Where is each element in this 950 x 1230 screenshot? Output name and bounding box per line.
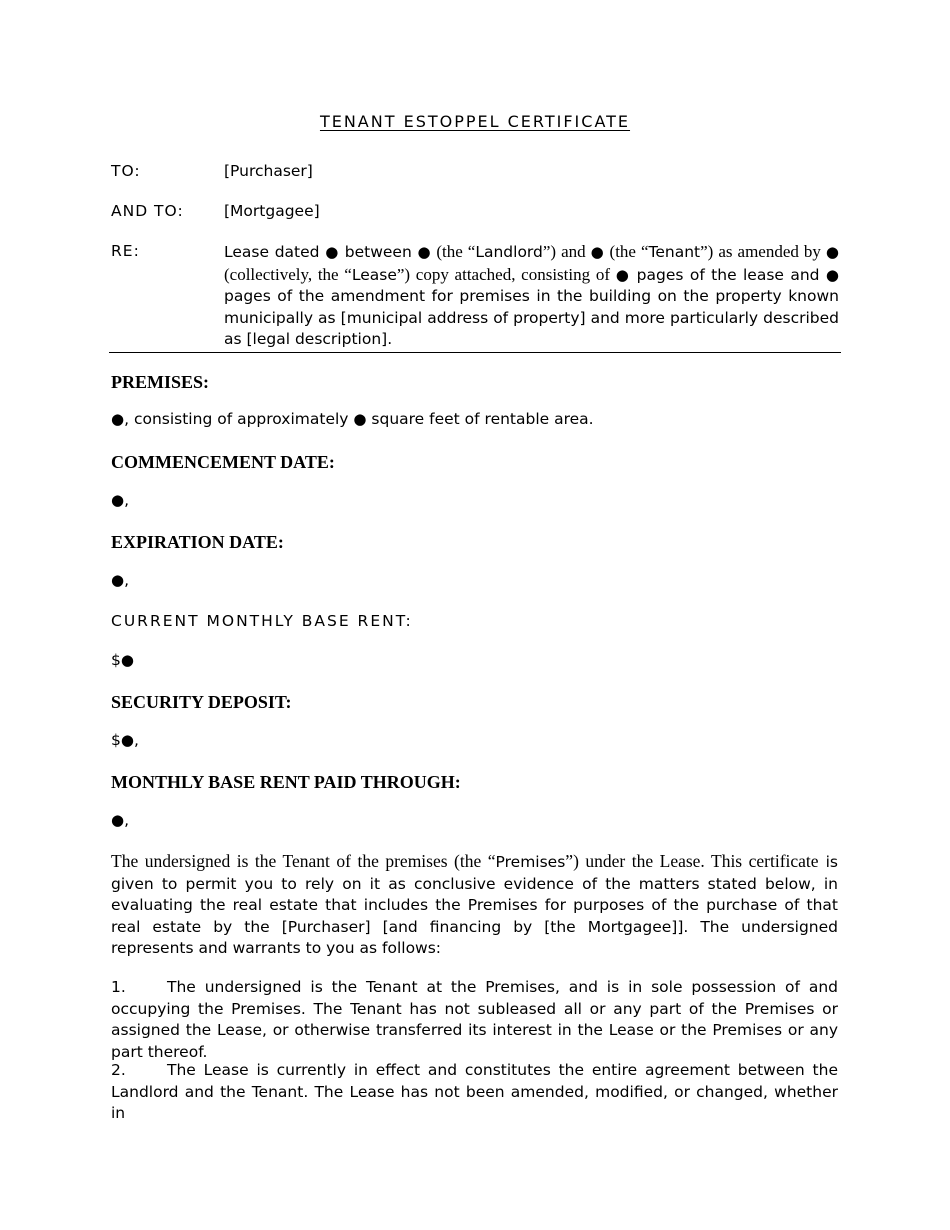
security-deposit-heading: SECURITY DEPOSIT: [111,692,292,712]
base-rent-heading: CURRENT MONTHLY BASE RENT: [111,612,413,630]
commencement-heading: COMMENCEMENT DATE: [111,452,335,472]
commencement-value: ●, [111,491,130,509]
blank-bullet: ● [417,243,432,261]
expiration-value: ●, [111,571,130,589]
document-title: TENANT ESTOPPEL CERTIFICATE [319,112,631,131]
paid-through-value: ●, [111,811,130,829]
intro-paragraph: The undersigned is the Tenant of the premises (the “Premises”) under the Lease. This certificate is given to permit you to rely on it as conclusive evidence of the matters stated below, in evaluating the real estate that includes the Premises for purposes of the purchase of that real estate by the [Purchaser] [and financing by [the Mortgagee]]. The undersigned represents and warrants to you as follows: [111,851,839,957]
and-to-label: AND TO: [111,202,184,220]
numbered-paragraph: 1. The undersigned is the Tenant at the Premises, and is in sole possession of and occupying the Premises. The Tenant has not subleased all or any part of the Premises or assigned the Lease, or otherwise transferred its interest in the Lease or the Premises or any part thereof. [111,978,838,1061]
premises-heading: PREMISES: [111,372,210,392]
re-label: RE: [111,242,140,260]
base-rent-value: $● [111,651,134,669]
to-label: TO: [111,162,141,180]
blank-bullet: ● [825,265,839,284]
blank-bullet: ● [615,265,631,284]
blank-bullet: ● [590,243,605,261]
paragraph-number: 1. [111,978,126,996]
divider-rule [109,352,841,353]
re-text: Lease dated ● between ● (the “Landlord”) and ● (the “Tenant”) as amended by ● (collectively, the “Lease”) copy attached, consisting of ● pages of the lease and ● pages of the amendment for premises in the building on the property known municipally as [municipal address of property] and more particularly described as [legal description]. [224,242,840,348]
blank-bullet: ● [825,243,840,261]
numbered-paragraph: 2. The Lease is currently in effect and constitutes the entire agreement between the Landlord and the Tenant. The Lease has not been amended, modified, or changed, whether in [111,1061,838,1122]
and-to-value: [Mortgagee] [224,202,320,220]
security-deposit-value: $●, [111,731,139,749]
paragraph-number: 2. [111,1061,126,1079]
paid-through-heading: MONTHLY BASE RENT PAID THROUGH: [111,772,461,792]
to-value: [Purchaser] [224,162,313,180]
blank-bullet: ● [325,243,340,261]
premises-value: ●, consisting of approximately ● square feet of rentable area. [111,410,594,428]
expiration-heading: EXPIRATION DATE: [111,532,284,552]
